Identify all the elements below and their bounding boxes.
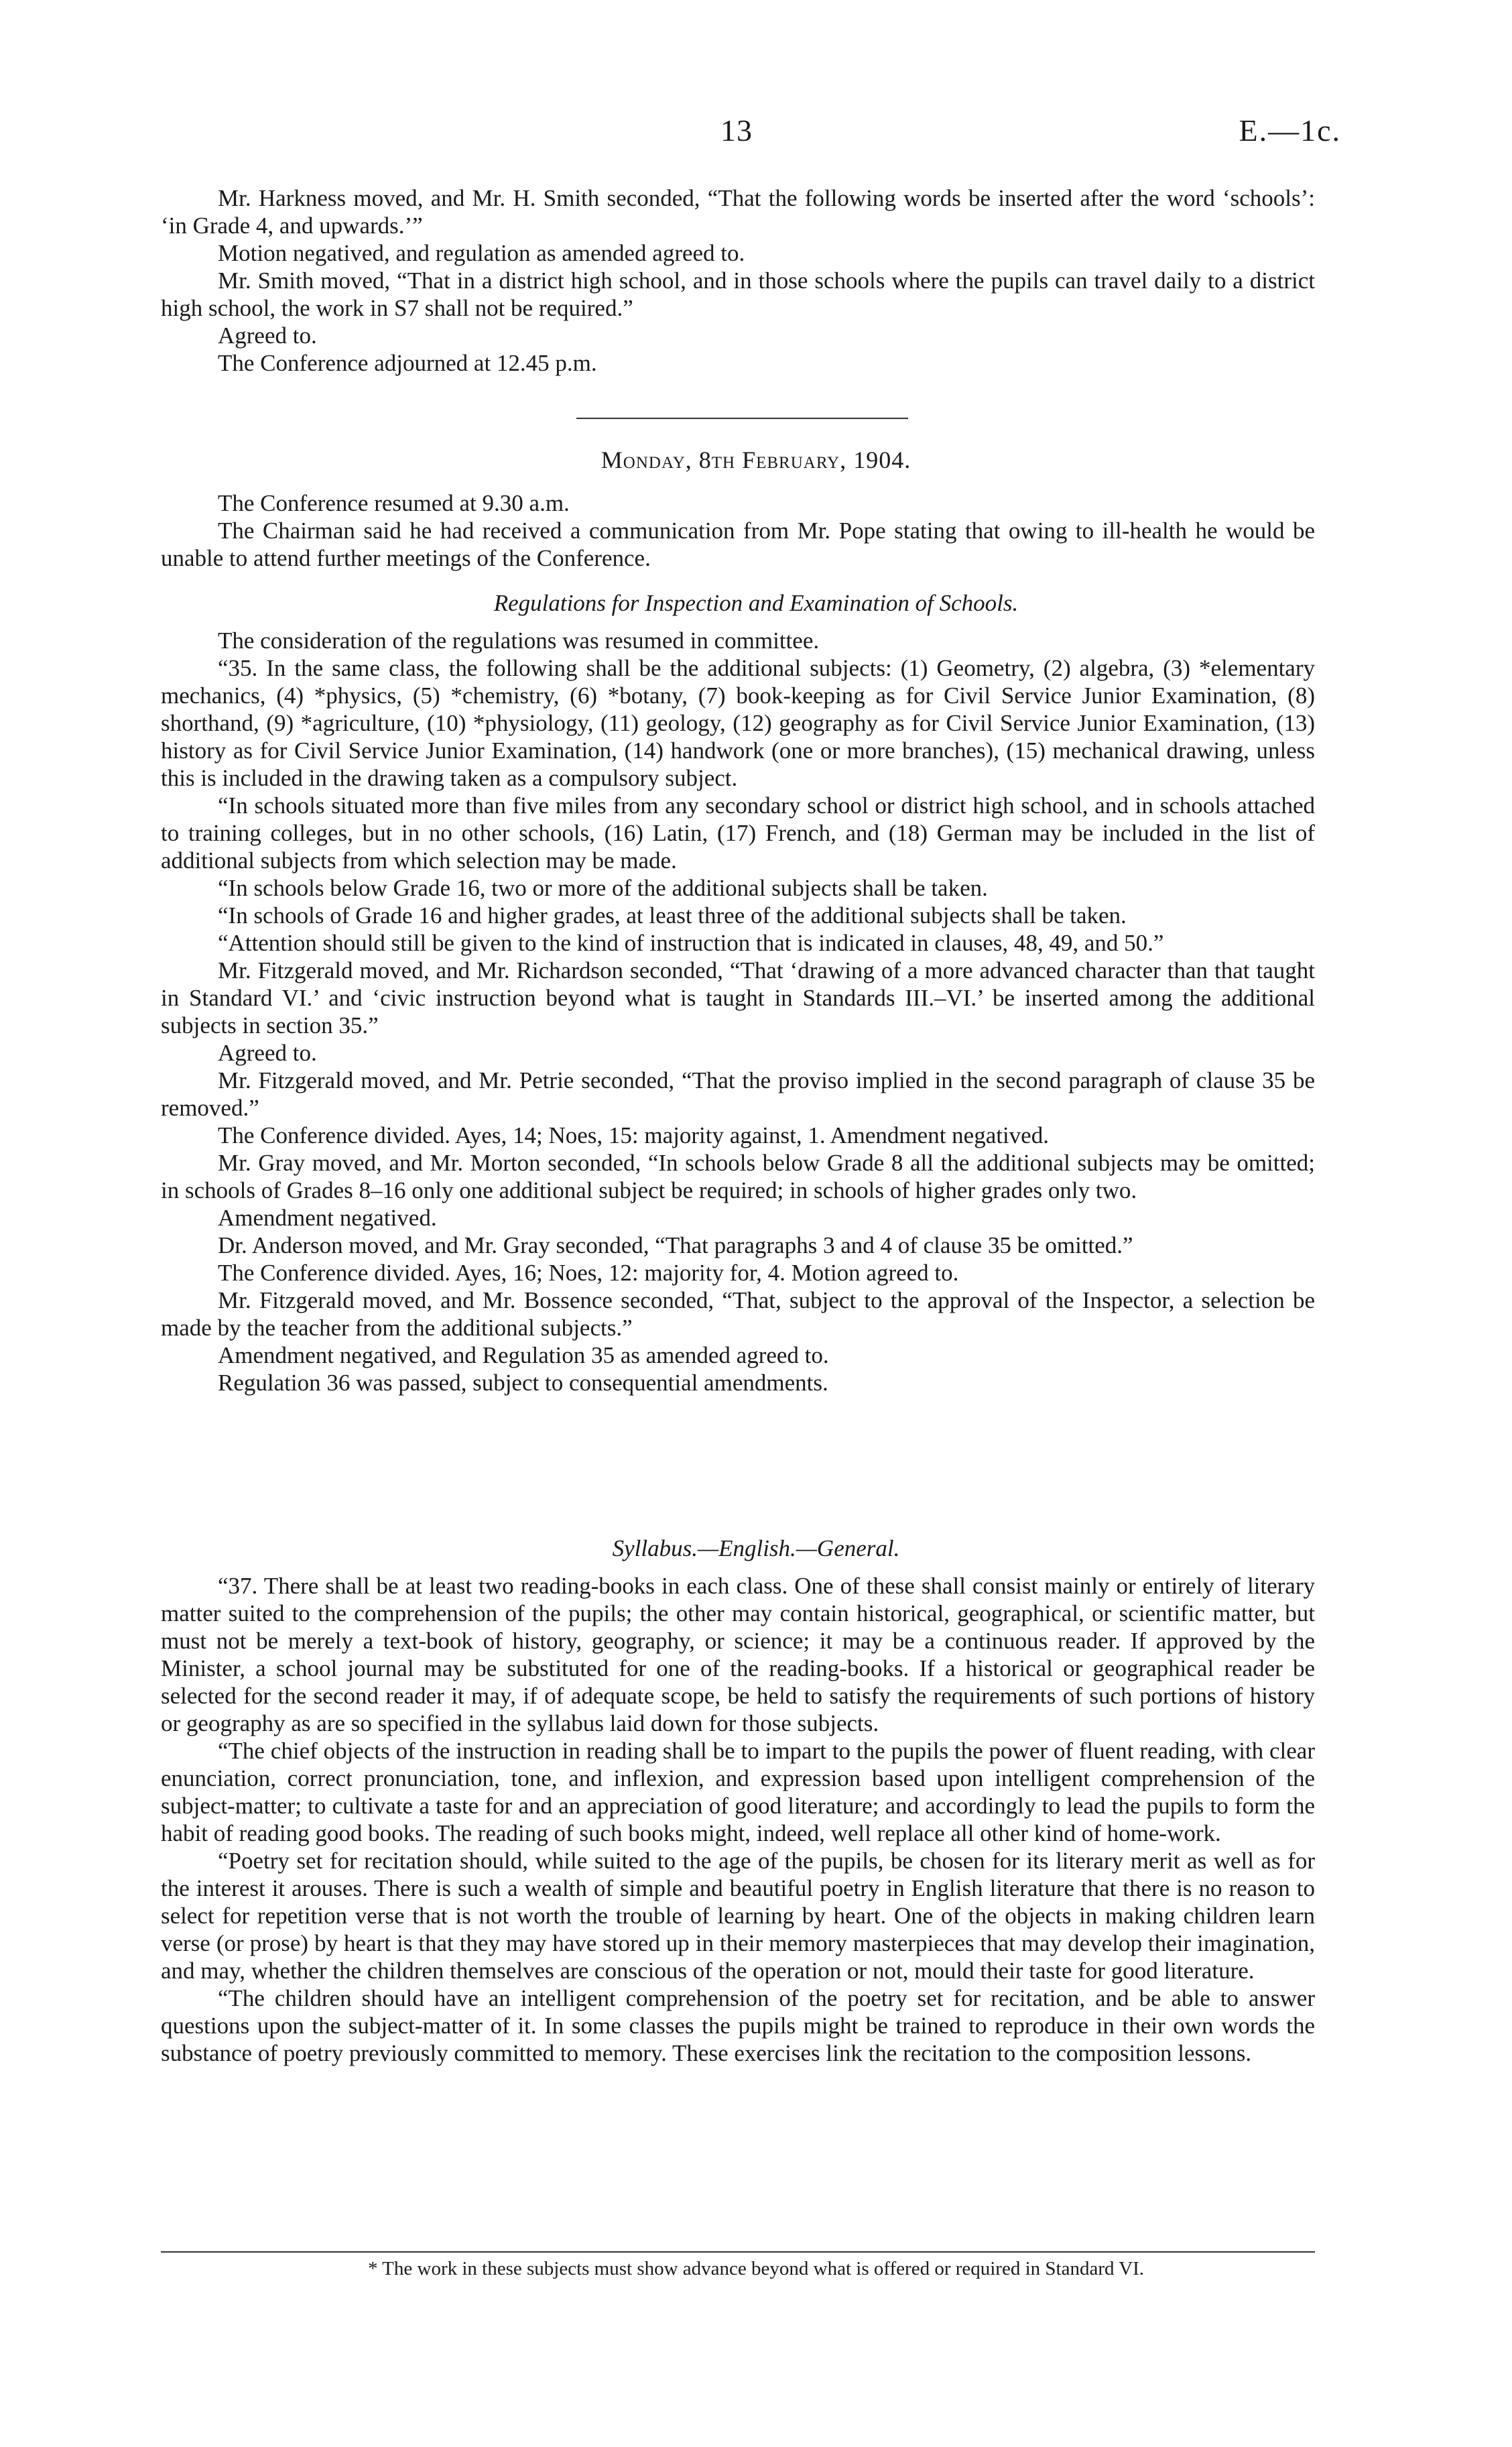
paragraph: Mr. Fitzgerald moved, and Mr. Richardson seconded, “That ‘drawing of a more advanced character than that taught in Standard VI.’ and ‘civic instruction beyond what is taught in Standards III.–VI.’ be inserted among the additional subjects in section 35.” (161, 957, 1315, 1038)
paragraph: Mr. Fitzgerald moved, and Mr. Petrie seconded, “That the proviso implied in the second paragraph of clause 35 be removed.” (161, 1067, 1315, 1121)
paragraph: Amendment negatived. (218, 1205, 437, 1231)
paragraph: “35. In the same class, the following shall be the additional subjects: (1) Geometry, (2) algebra, (3) *elementary mechanics, (4) *physics, (5) *chemistry, (6) *botany, (7) book-keeping as for Civil Service Junior Examination, (8) shorthand, (9) *agriculture, (10) *physiology, (11) geology, (12) geography as for Civil Service Junior Examination, (13) history as for Civil Service Junior Examination, (14) handwork (one or more branches), (15) mechanical drawing, unless this is included in the drawing taken as a compulsory subject. (161, 655, 1315, 791)
paragraph: “37. There shall be at least two reading-books in each class. One of these shall consist mainly or entirely of literary matter suited to the comprehension of the pupils; the other may contain historical, geographical, or scientific matter, but must not be merely a text-book of history, geography, or science; it may be a continuous reader. If approved by the Minister, a school journal may be substituted for one of the reading-books. If a historical or geographical reader be selected for the second reader it may, if of adequate scope, be held to satisfy the requirements of such portions of history or geography as are so specified in the syllabus laid down for those subjects. (161, 1573, 1315, 1736)
paragraph: “In schools of Grade 16 and higher grades, at least three of the additional subjects shall be taken. (218, 902, 1127, 929)
paragraph: The consideration of the regulations was resumed in committee. (218, 628, 820, 654)
paragraph: “Attention should still be given to the kind of instruction that is indicated in clauses, 48, 49, and 50.” (218, 930, 1164, 956)
footnote-divider (161, 2251, 1315, 2253)
paragraph: Mr. Smith moved, “That in a district high school, and in those schools where the pupils can travel daily to a district high school, the work in S7 shall not be required.” (161, 267, 1315, 321)
paragraph: Agreed to. (218, 1040, 317, 1066)
paragraph: The Conference divided. Ayes, 16; Noes, 12: majority for, 4. Motion agreed to. (218, 1260, 959, 1286)
paragraph: Amendment negatived, and Regulation 35 as amended agreed to. (218, 1342, 829, 1368)
date-heading: Monday, 8th February, 1904. (601, 446, 911, 473)
paragraph: “The children should have an intelligent comprehension of the poetry set for recitation, and be able to answer questions upon the subject-matter of it. In some classes the pupils might be trained to reproduce in their own words the substance of poetry previously committed to memory. These exercises link the recitation to the composition lessons. (161, 1985, 1315, 2066)
paragraph: Dr. Anderson moved, and Mr. Gray seconded, “That paragraphs 3 and 4 of clause 35 be omitted.” (218, 1232, 1133, 1258)
paragraph: Mr. Gray moved, and Mr. Morton seconded, “In schools below Grade 8 all the additional subjects may be omitted; in schools of Grades 8–16 only one additional subject be required; in schools of higher grades only two. (161, 1150, 1315, 1203)
paragraph: The Conference divided. Ayes, 14; Noes, 15: majority against, 1. Amendment negatived. (218, 1122, 1049, 1148)
paragraph: The Conference adjourned at 12.45 p.m. (218, 350, 597, 376)
section-heading-regulations: Regulations for Inspection and Examination of Schools. (493, 590, 1019, 616)
paragraph: Motion negatived, and regulation as amended agreed to. (218, 240, 745, 266)
minutes-block-3 (161, 627, 1315, 1396)
minutes-block-2 (161, 489, 1315, 572)
paragraph: The Conference resumed at 9.30 a.m. (218, 490, 570, 516)
footnote: * The work in these subjects must show advance beyond what is offered or required in Standard VI. (367, 2258, 1145, 2279)
minutes-block-1 (161, 184, 1315, 377)
paragraph: “The chief objects of the instruction in reading shall be to impart to the pupils the power of fluent reading, with clear enunciation, correct pronunciation, tone, and inflexion, and expression based upon intelligent comprehension of the subject-matter; to cultivate a taste for and an appreciation of good literature; and accordingly to lead the pupils to form the habit of reading good books. The reading of such books might, indeed, well replace all other kind of home-work. (161, 1738, 1315, 1846)
paragraph: “Poetry set for recitation should, while suited to the age of the pupils, be chosen for its literary merit as well as for the interest it arouses. There is such a wealth of simple and beautiful poetry in English literature that there is no reason to select for repetition verse that is not worth the trouble of learning by heart. One of the objects in making children learn verse (or prose) by heart is that they may have stored up in their memory masterpieces that may develop their imagination, and may, whether the children themselves are conscious of the operation or not, mould their taste for good literature. (161, 1848, 1315, 1984)
paragraph: “In schools below Grade 16, two or more of the additional subjects shall be taken. (218, 875, 988, 901)
document-reference: E.—1c. (1239, 113, 1341, 147)
minutes-block-4 (161, 1572, 1315, 2067)
section-heading-syllabus: Syllabus.—English.—General. (612, 1535, 900, 1561)
paragraph: Regulation 36 was passed, subject to consequential amendments. (218, 1370, 828, 1396)
paragraph: Mr. Harkness moved, and Mr. H. Smith seconded, “That the following words be inserted after the word ‘schools’: ‘in Grade 4, and upwards.’” (161, 185, 1315, 239)
page-number: 13 (720, 113, 753, 147)
paragraph: Agreed to. (218, 322, 317, 349)
paragraph: Mr. Fitzgerald moved, and Mr. Bossence seconded, “That, subject to the approval of the Inspector, a selection be made by the teacher from the additional subjects.” (161, 1287, 1315, 1341)
paragraph: “In schools situated more than five miles from any secondary school or district high school, and in schools attached to training colleges, but in no other schools, (16) Latin, (17) French, and (18) German may be included in the list of additional subjects from which selection may be made. (161, 792, 1315, 874)
paragraph: The Chairman said he had received a communication from Mr. Pope stating that owing to ill-health he would be unable to attend further meetings of the Conference. (161, 518, 1315, 571)
section-divider (576, 418, 908, 419)
